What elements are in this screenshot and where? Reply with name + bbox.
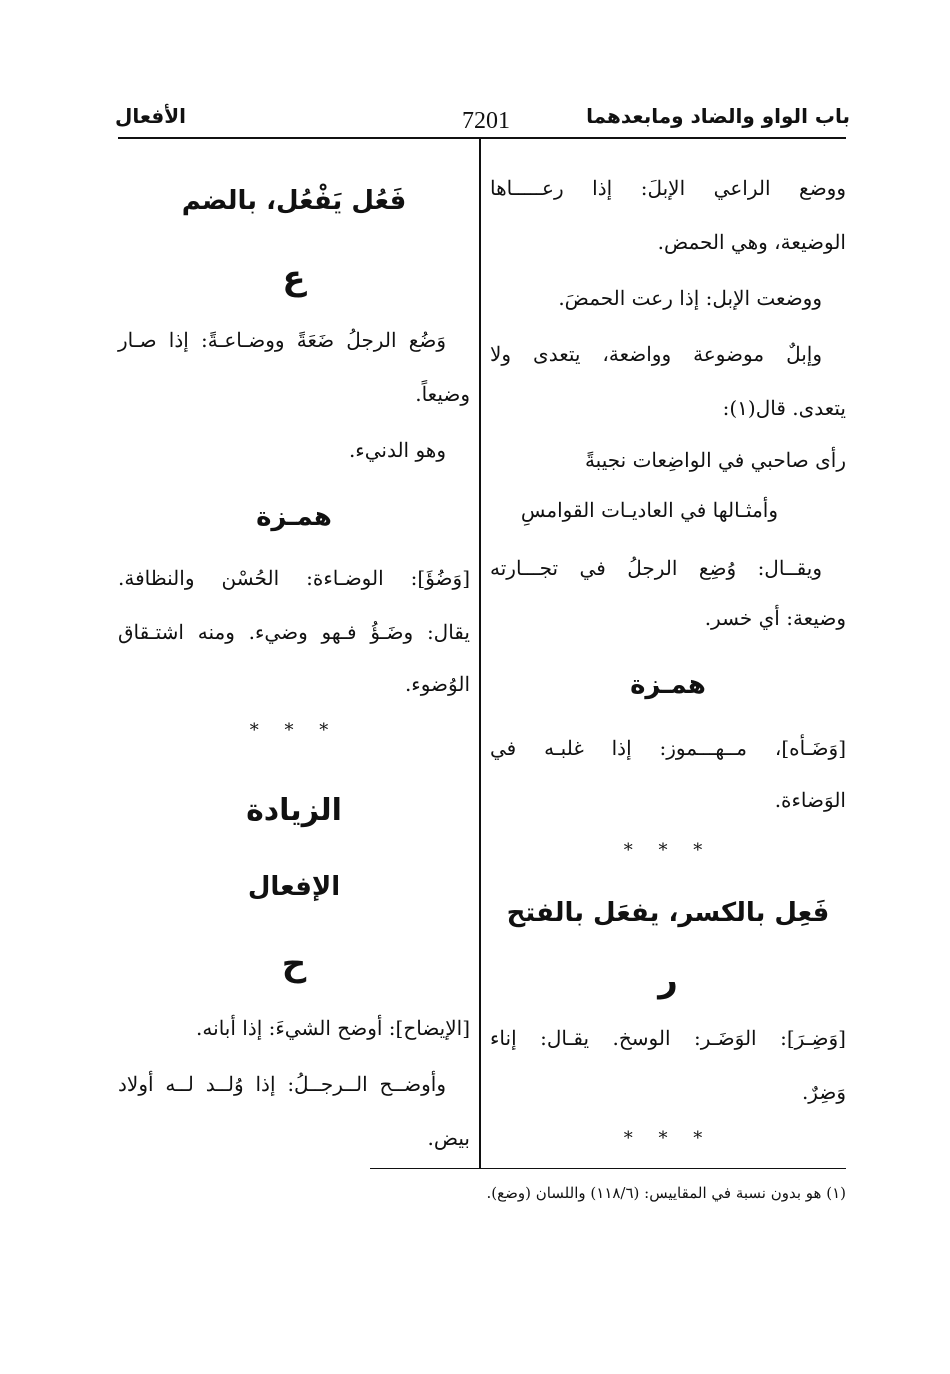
letter-heading: ع [282,258,306,298]
separator-stars: * * * [249,720,339,741]
letter-heading: ر [658,960,678,1000]
text-line: ووضع الراعي الإبلَ: إذا رعـــــاها [490,176,846,200]
text-line: وإبلٌ موضوعة وواضعة، يتعدى ولا [490,342,822,366]
text-line: الوُضوء. [404,672,470,696]
text-line: [وَضَـأه]، مــهـــموز: إذا غلبـه في [490,736,846,760]
poetry-line: رأى صاحبي في الواضِعات نجيبةً [584,448,846,472]
text-line: يتعدى. قال(١): [722,396,846,420]
text-line: [الإيضاح]: أوضح الشيءَ: إذا أبانه. [196,1016,470,1040]
section-heading: الزيادة [246,793,342,828]
text-line: ووضعت الإبل: إذا رعت الحمضَ. [558,286,822,310]
section-heading: الإفعال [247,872,341,902]
text-line: الوضيعة، وهي الحمض. [657,230,846,254]
page-number: 7201 [462,108,510,134]
footnote-rule [370,1168,846,1169]
text-line: وَضُع الرجلُ ضَعَةً ووضـاعـةً: إذا صـار [118,328,446,352]
running-header-chapter: باب الواو والضاد ومابعدهما [586,104,850,128]
letter-heading: ح [281,944,307,984]
poetry-line: وأمثـالها في العاديـات القوامسِ [520,498,778,522]
text-line: الوَضاءة. [774,788,846,812]
separator-stars: * * * [623,1128,713,1149]
text-line: [وَضُؤَ]: الوضـاءة: الحُسْن والنظافة. [118,566,470,590]
text-line: وَضِرٌ. [801,1080,846,1104]
column-divider [479,139,481,1169]
text-line: وضيعة: أي خسر. [704,606,846,630]
running-header-section: الأفعال [115,104,186,128]
section-heading: فَعِل بالكسر، يفعَل بالفتح [506,898,830,928]
text-line: يقال: وضَـؤُ فـهو وضيء. ومنه اشتـقاق [118,620,470,644]
section-heading: فَعُل يَفْعُل، بالضم [181,186,407,216]
text-line: [وَضِـرَ]: الوَضَـر: الوسخ. يقـال: إناء [490,1026,846,1050]
text-line: بيض. [427,1126,470,1150]
text-line: وهو الدنيء. [348,438,446,462]
text-line: وضيعاً. [415,382,470,406]
section-heading: همـزة [256,502,332,532]
text-line: ويقــال: وُضِع الرجلُ في تجـــارته [490,556,822,580]
footnote: (١) هو بدون نسبة في المقاييس: (١١٨/٦) واللسان (وضع). [486,1184,846,1202]
section-heading: همـزة [630,670,706,700]
text-line: وأوضــح الــرجــلُ: إذا وُلــد لــه أولاد [118,1072,446,1096]
separator-stars: * * * [623,840,713,861]
